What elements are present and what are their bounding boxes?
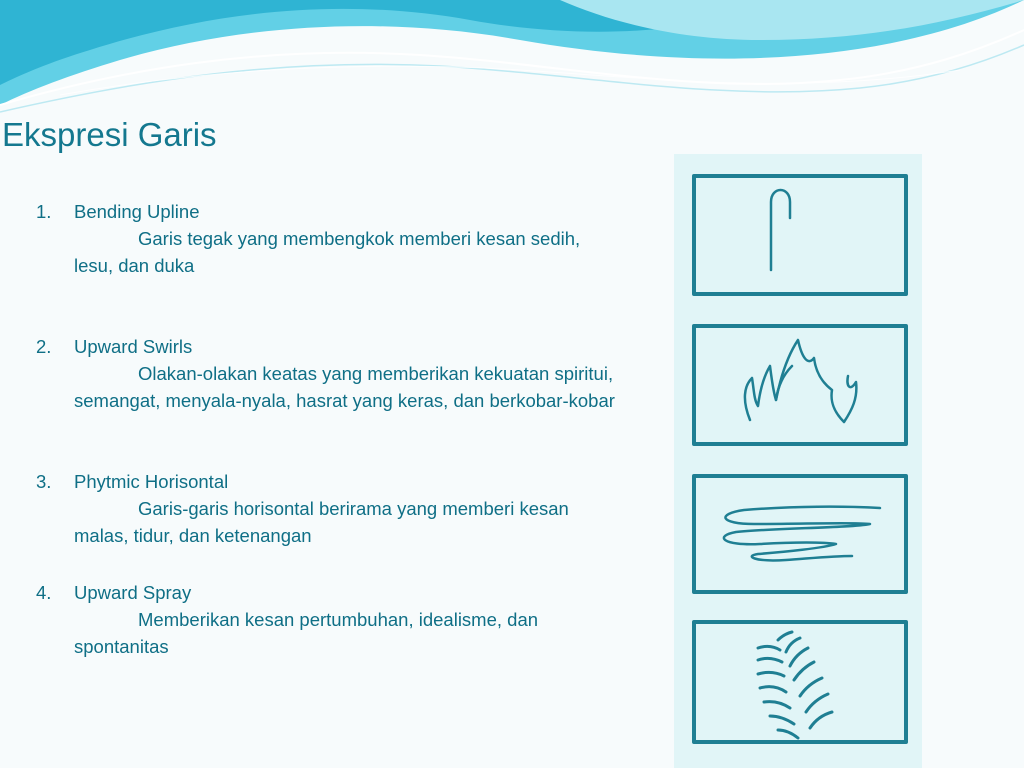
slide-title: Ekspresi Garis — [2, 116, 217, 153]
item-description: Garis-garis horisontal berirama yang memberi kesan malas, tidur, dan ketenangan — [74, 498, 569, 546]
header-wave-decoration — [0, 0, 1024, 130]
item-name: Upward Spray — [74, 582, 192, 603]
illustration-panel — [674, 154, 922, 768]
list-item — [36, 333, 616, 414]
item-description: Garis tegak yang membengkok memberi kesan sedih, lesu, dan duka — [74, 228, 581, 276]
item-name: Phytmic Horisontal — [74, 471, 229, 492]
item-number: 3. — [36, 471, 52, 492]
expression-line-list — [36, 198, 616, 660]
item-name: Bending Upline — [74, 201, 200, 222]
upward-swirls-illustration — [694, 326, 906, 444]
item-number: 4. — [36, 582, 52, 603]
list-item — [36, 468, 616, 549]
list-item — [36, 579, 616, 660]
list-item — [36, 198, 616, 279]
item-description: Memberikan kesan pertumbuhan, idealisme, dan spontanitas — [74, 609, 539, 657]
bending-upline-illustration — [694, 176, 906, 294]
item-description: Olakan-olakan keatas yang memberikan kekuatan spiritui, semangat, menyala-nyala, hasrat yang keras, dan berkobar-kobar — [74, 363, 615, 411]
rhythmic-horizontal-illustration — [694, 476, 906, 592]
item-name: Upward Swirls — [74, 336, 193, 357]
item-number: 1. — [36, 201, 52, 222]
item-number: 2. — [36, 336, 52, 357]
upward-spray-illustration — [694, 622, 906, 742]
